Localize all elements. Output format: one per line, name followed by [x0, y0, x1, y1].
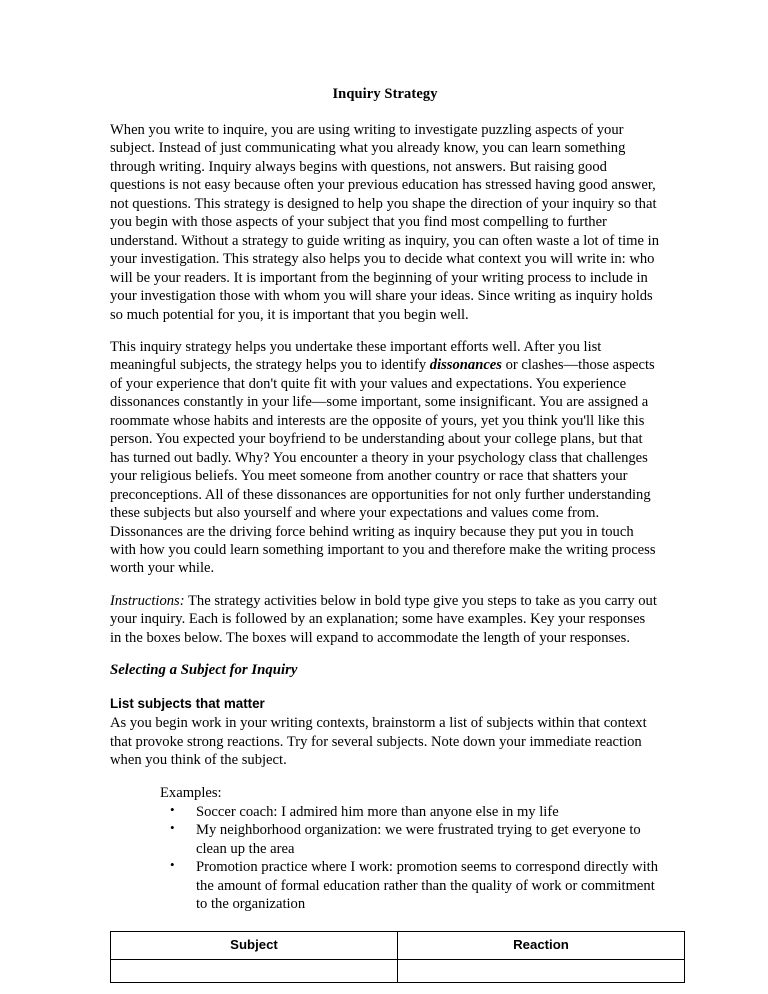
- instructions-label: Instructions:: [110, 592, 185, 609]
- list-item: • My neighborhood organization: we were frustrated trying to get everyone to clean up the area: [160, 821, 660, 858]
- examples-block: [110, 784, 660, 914]
- subsection-body: As you begin work in your writing contexts, brainstorm a list of subjects within that context that provoke strong reactions. Try for several subjects. Note down your immediate reaction when you think of the subject.: [110, 715, 647, 769]
- table-header-row: [111, 931, 685, 959]
- examples-label: Examples:: [160, 784, 222, 801]
- instructions-paragraph: [110, 592, 660, 647]
- cell-subject[interactable]: [111, 959, 398, 982]
- dissonance-emphasis: dissonances: [429, 357, 502, 374]
- instructions-text: The strategy activities below in bold type give you steps to take as you carry out your inquiry. Each is followed by an explanation; some have examples. Key your responses in the boxes below. The boxes will expand to accommodate the length of your responses.: [110, 592, 657, 646]
- table-row: [111, 959, 685, 982]
- dissonance-paragraph-before: This inquiry strategy helps you undertake these important efforts well. After you list meaningful subjects, the strategy helps you to identify: [110, 338, 602, 374]
- section-heading: Selecting a Subject for Inquiry: [110, 662, 298, 679]
- column-header-subject: Subject: [111, 931, 398, 959]
- response-table: [110, 931, 685, 983]
- page-title: Inquiry Strategy: [332, 86, 438, 102]
- dissonance-paragraph-after: or clashes—those aspects of your experience that don't quite fit with your values and expectations. You experience dissonances constantly in your life—some important, some insignificant. You are assigned a roommate whose habits and interests are the opposite of yours, yet you think you'll like this person. You expected your boyfriend to be understanding about your college plans, but that has turned out badly. Why? You encounter a theory in your psychology class that challenges your religious beliefs. You meet someone from another country or race that shatters your preconceptions. All of these dissonances are opportunities for not only further understanding these subjects but also yourself and where your expectations and values come from. Dissonances are the driving force behind writing as inquiry because they put you in touch with how you could learn something important to you and therefore make the writing process worth your while.: [110, 357, 656, 577]
- column-header-reaction: Reaction: [398, 931, 685, 959]
- cell-reaction[interactable]: [398, 959, 685, 982]
- list-item: • Soccer coach: I admired him more than anyone else in my life: [160, 803, 660, 821]
- dissonance-paragraph: [110, 338, 660, 578]
- subsection-heading: List subjects that matter: [110, 695, 265, 711]
- examples-list: [160, 803, 660, 914]
- intro-paragraph: When you write to inquire, you are using writing to investigate puzzling aspects of your subject. Instead of just communicating what you already know, you can learn something through writing. Inquiry always begins with questions, not answers. But raising good questions is not easy because often your previous education has stressed having good answer, not questions. This strategy is designed to help you shape the direction of your inquiry so that you begin with those aspects of your subject that you find most compelling to further understand. Without a strategy to guide writing as inquiry, you can often waste a lot of time in your investigation. This strategy also helps you to decide what context you will write in: who will be your readers. It is important from the beginning of your writing process to include in your investigation those with whom you will share your ideas. Since writing as inquiry holds so much potential for you, it is important that you begin well.: [110, 122, 659, 323]
- list-item: • Promotion practice where I work: promotion seems to correspond directly with the amount of formal education rather than the quality of work or commitment to the organization: [160, 858, 660, 913]
